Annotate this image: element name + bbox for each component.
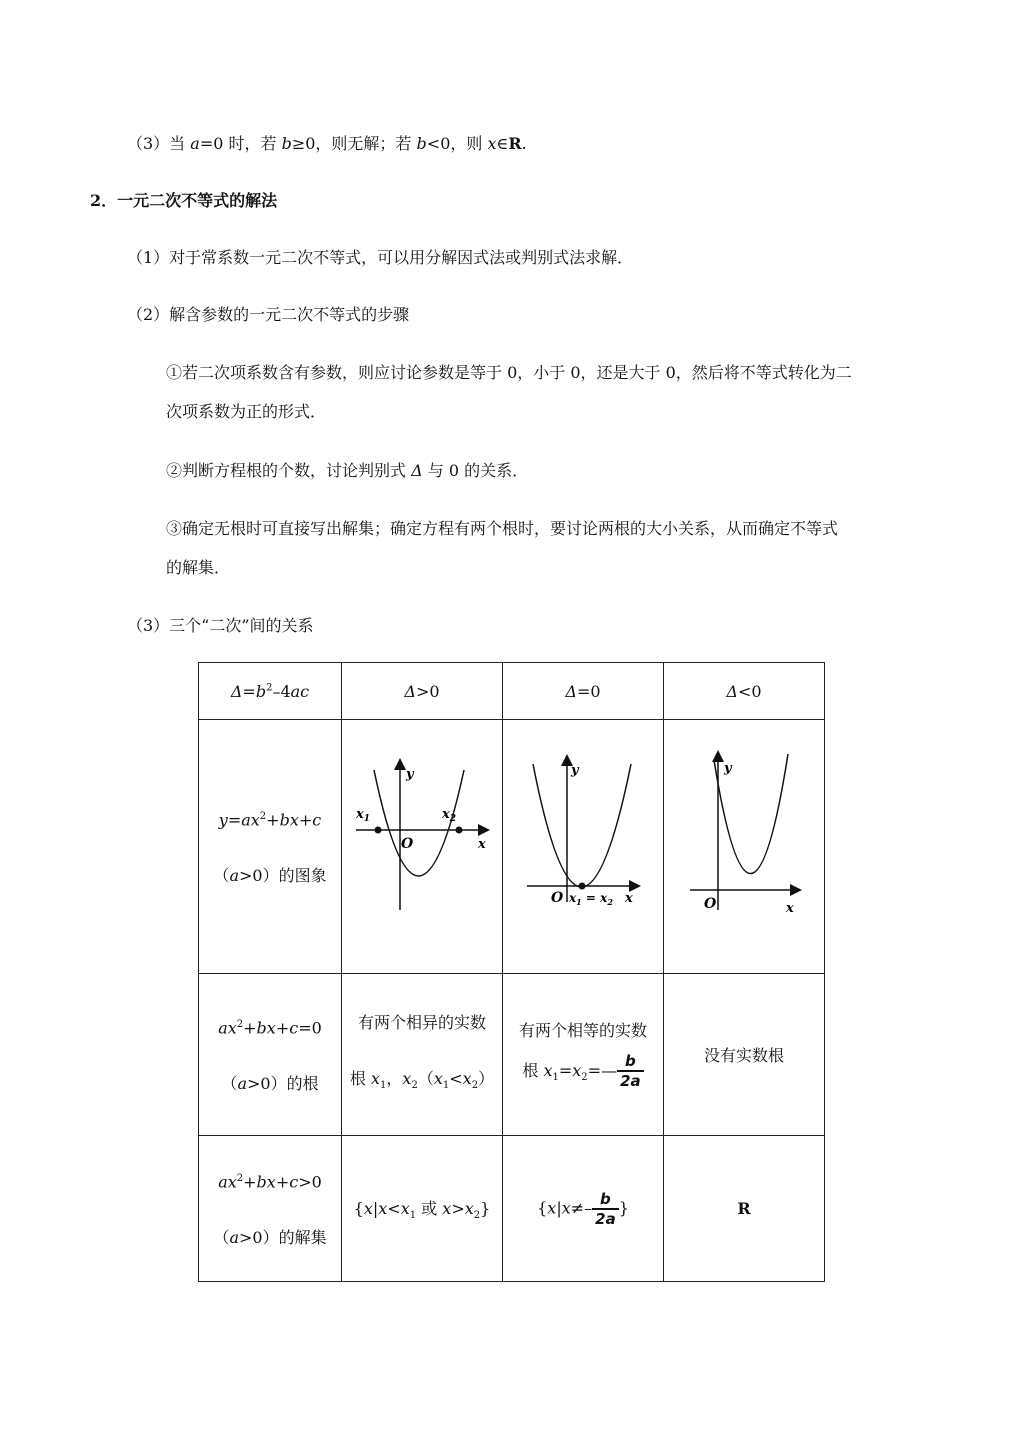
x2-label: $x_2$ <box>442 807 457 824</box>
parabola-curve <box>533 764 631 887</box>
y-label: y <box>406 767 414 782</box>
root-x2-point <box>456 827 463 834</box>
text-seg: （3）当 <box>127 134 191 153</box>
origin-label: O <box>551 890 564 906</box>
section-heading: 2．一元二次不等式的解法 <box>90 191 278 210</box>
var-b: b <box>281 134 292 153</box>
graph-row-label <box>199 720 342 974</box>
double-root-label: $x_1 = x_2$ <box>569 891 613 907</box>
table-row-graph <box>199 720 825 974</box>
roots-two-distinct: 有两个相异的实数 根 $x_1$，$x_2(x_1<x_2)$ <box>342 974 503 1136</box>
sub-step-1-line2: 次项系数为正的形式． <box>166 402 327 421</box>
x-label: x <box>625 891 633 906</box>
roots-two-equal: 有两个相等的实数 根 $x_1=x_2=—$ $\frac{b}{2a}$ <box>503 974 664 1136</box>
roots-row-label: $ax^2+bx+c=0$ （a>0）的根 <box>199 974 342 1136</box>
origin-label: O <box>704 896 717 912</box>
step-1: （1）对于常系数一元二次不等式，可以用分解因式法或判别式法求解． <box>127 248 634 267</box>
header-positive: Δ>0 <box>342 663 503 720</box>
parabola-two-roots-graph <box>342 720 502 969</box>
text-seg: 与 0 的关系． <box>422 461 529 480</box>
parabola-no-root-graph <box>664 720 824 969</box>
header-discriminant: $\Delta=b^2-4ac$ <box>199 663 342 720</box>
step-3: （3）三个“二次”间的关系 <box>127 616 314 635</box>
header-zero: Δ=0 <box>503 663 664 720</box>
roots-none: 没有实数根 <box>664 974 825 1136</box>
var-a: a <box>190 134 200 153</box>
label-line2: （a>0）的图象 <box>213 866 327 886</box>
delta-symbol: Δ <box>411 461 423 480</box>
var-b: b <box>416 134 427 153</box>
graph-no-root <box>664 720 825 974</box>
real-set: R <box>508 134 522 153</box>
table-row-solution-set <box>199 1136 825 1282</box>
origin-label: O <box>401 836 414 852</box>
sub-step-2 <box>166 461 528 481</box>
fraction-b-over-2a: $\frac{b}{2a}$ <box>592 1190 619 1228</box>
x-label: x <box>478 837 486 852</box>
header-negative: Δ<0 <box>664 663 825 720</box>
root-x1-point <box>375 827 382 834</box>
three-quadratics-table <box>198 662 825 1282</box>
parabola-one-root-graph <box>503 720 663 969</box>
sub-step-1-line1: ①若二次项系数含有参数，则应讨论参数是等于 0，小于 0，还是大于 0，然后将不等式转化为二 <box>166 363 852 382</box>
x-label: x <box>786 901 794 916</box>
y-label: y <box>571 763 579 778</box>
solution-two-roots: {$x|x<x_1$ 或 $x>x_2$} <box>342 1136 503 1282</box>
table-row-roots <box>199 974 825 1136</box>
sub-step-3-line2: 的解集． <box>166 558 231 577</box>
solution-one-root: {x|x≠– $\frac{b}{2a}$ } <box>503 1136 664 1282</box>
text-seg: =0 时，若 <box>199 134 282 153</box>
text-seg: ②判断方程根的个数，讨论判别式 <box>166 461 412 480</box>
graph-two-roots <box>342 720 503 974</box>
text-seg: ≥0，则无解；若 <box>291 134 417 153</box>
vertex-root-point <box>579 883 586 890</box>
text-seg: <0，则 <box>426 134 488 153</box>
var-x: x <box>487 134 497 153</box>
step-2: （2）解含参数的一元二次不等式的步骤 <box>127 305 410 324</box>
table-header-row <box>199 663 825 720</box>
solution-no-root: R <box>664 1136 825 1282</box>
y-label: y <box>724 761 732 776</box>
fraction-b-over-2a: $\frac{b}{2a}$ <box>617 1052 644 1090</box>
solution-row-label: $ax^2+bx+c>0$ （a>0）的解集 <box>199 1136 342 1282</box>
text-seg: ∈ <box>496 134 509 153</box>
case-a-zero-line <box>127 134 527 154</box>
graph-one-root <box>503 720 664 974</box>
label-line1: $y=ax^2+bx+c$ <box>218 810 322 830</box>
x1-label: $x_1$ <box>356 807 371 824</box>
sub-step-3-line1: ③确定无根时可直接写出解集；确定方程有两个根时，要讨论两根的大小关系，从而确定不等式 <box>166 519 839 538</box>
text-seg: . <box>521 134 527 153</box>
